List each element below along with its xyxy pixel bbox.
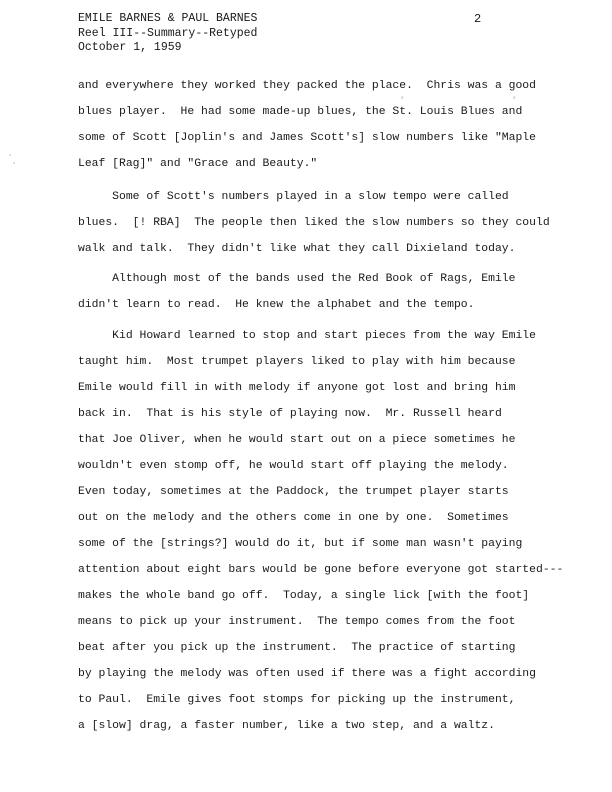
body-line: Although most of the bands used the Red Book of Rags, Emile	[78, 273, 516, 285]
body-line: that Joe Oliver, when he would start out on a piece sometimes he	[78, 434, 516, 446]
body-line: Even today, sometimes at the Paddock, the trumpet player starts	[78, 486, 509, 498]
scan-mark: ·	[8, 152, 13, 160]
body-line: blues player. He had some made-up blues, the St. Louis Blues and	[78, 106, 523, 118]
body-line: attention about eight bars would be gone before everyone got started---	[78, 564, 564, 576]
header-names: EMILE BARNES & PAUL BARNES	[78, 12, 258, 25]
body-line: Emile would fill in with melody if anyone got lost and bring him	[78, 382, 516, 394]
body-line: taught him. Most trumpet players liked to play with him because	[78, 356, 516, 368]
header-reel: Reel III--Summary--Retyped	[78, 26, 258, 40]
scan-mark: '	[512, 97, 517, 105]
body-line: Some of Scott's numbers played in a slow tempo were called	[78, 191, 509, 203]
document-header	[78, 12, 257, 56]
body-line: some of the [strings?] would do it, but if some man wasn't paying	[78, 538, 523, 550]
body-line: didn't learn to read. He knew the alphabet and the tempo.	[78, 299, 475, 311]
body-line: Kid Howard learned to stop and start pieces from the way Emile	[78, 330, 536, 342]
body-line: back in. That is his style of playing now. Mr. Russell heard	[78, 408, 502, 420]
scan-mark: ·	[12, 160, 17, 168]
body-line: by playing the melody was often used if there was a fight according	[78, 668, 536, 680]
body-line: and everywhere they worked they packed the place. Chris was a good	[78, 80, 536, 92]
page-number: 2	[474, 12, 482, 26]
scan-mark: '	[400, 97, 405, 105]
body-line: a [slow] drag, a faster number, like a two step, and a waltz.	[78, 720, 495, 732]
body-line: some of Scott [Joplin's and James Scott's] slow numbers like "Maple	[78, 132, 536, 144]
body-line: beat after you pick up the instrument. The practice of starting	[78, 642, 516, 654]
body-line: to Paul. Emile gives foot stomps for picking up the instrument,	[78, 694, 516, 706]
body-line: blues. [! RBA] The people then liked the slow numbers so they could	[78, 217, 550, 229]
body-line: walk and talk. They didn't like what they call Dixieland today.	[78, 243, 516, 255]
body-line: Leaf [Rag]" and "Grace and Beauty."	[78, 158, 318, 170]
body-line: wouldn't even stomp off, he would start off playing the melody.	[78, 460, 509, 472]
body-line: means to pick up your instrument. The tempo comes from the foot	[78, 616, 516, 628]
header-date: October 1, 1959	[78, 41, 182, 54]
body-line: makes the whole band go off. Today, a single lick [with the foot]	[78, 590, 530, 602]
body-line: out on the melody and the others come in one by one. Sometimes	[78, 512, 509, 524]
